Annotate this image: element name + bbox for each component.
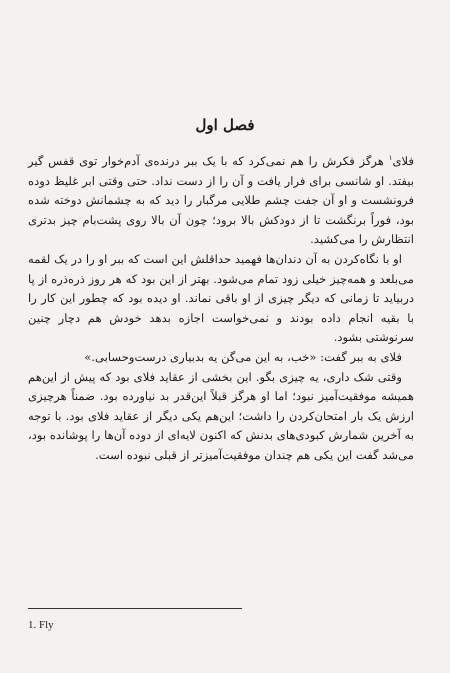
footnote-divider: [28, 608, 242, 609]
footnote-text: Fly: [39, 619, 54, 631]
para-3: [28, 348, 414, 368]
paragraph-text: وقتی شک داری، یه چیزی بگو. این بخشی از عقاید فلای بود که پیش از این‌هم همیشه موفقیت‌آمیز نبود؛ اما او هرگز قبلاً این‌قدر بد نیاورده بود. ضمناً هرچیزی ارزش یک بار امتحان‌کردن را داشت؛ این‌هم یکی دیگر از عقاید فلای بود. با توجه به آخرین شمارش کبودی‌های بدنش که اکنون لایه‌ای از دوده آن‌ها را پوشانده بود، می‌شد گفت این یکی هم چندان موفقیت‌آمیزتر از قبلی نبوده است.: [28, 369, 414, 462]
para-4: [28, 368, 414, 466]
character-name: فلای: [392, 154, 414, 168]
footnote-number: 1.: [28, 619, 37, 631]
paragraph-text: هرگز فکرش را هم نمی‌کرد که با یک ببر درنده‌ی آدم‌خوار توی قفس گیر بیفتد. او شانسی برای فرار یافت و آن را از دست نداد. حتی وقتی ابر غلیظ دوده فرونشست و او آن جفت چشم طلایی مرگبار را دید که به چشمانش دوخته شده بود، فوراً برنگشت تا از دودکش بالا برود؛ چون آن بالا روی پشت‌بام چیز بدتری انتظارش را می‌کشید.: [28, 154, 414, 247]
footnote-marker: ۱: [388, 154, 393, 163]
para-1: [28, 152, 414, 250]
chapter-title: فصل اول: [195, 116, 255, 134]
paragraph-text: او با نگاه‌کردن به آن دندان‌ها فهمید حداقلش این است که ببر او را در یک لقمه می‌بلعد و همه‌چیز خیلی زود تمام می‌شود. بهتر از این بود که هر روز ذره‌ذره از پا دربیاید تا زمانی که دیگر چیزی از او باقی نماند. او دیده بود که چطور این کار را با بقیه انجام داده بودند و نمی‌خواست اجازه بدهد خودش هم دچار چنین سرنوشتی بشود.: [28, 251, 414, 345]
body-text: [28, 152, 414, 466]
para-2: [28, 250, 414, 348]
footnote: [28, 619, 54, 631]
paragraph-text: فلای به ببر گفت: «خب، به این می‌گن یه بدبیاری درست‌وحسابی.»: [84, 349, 402, 364]
